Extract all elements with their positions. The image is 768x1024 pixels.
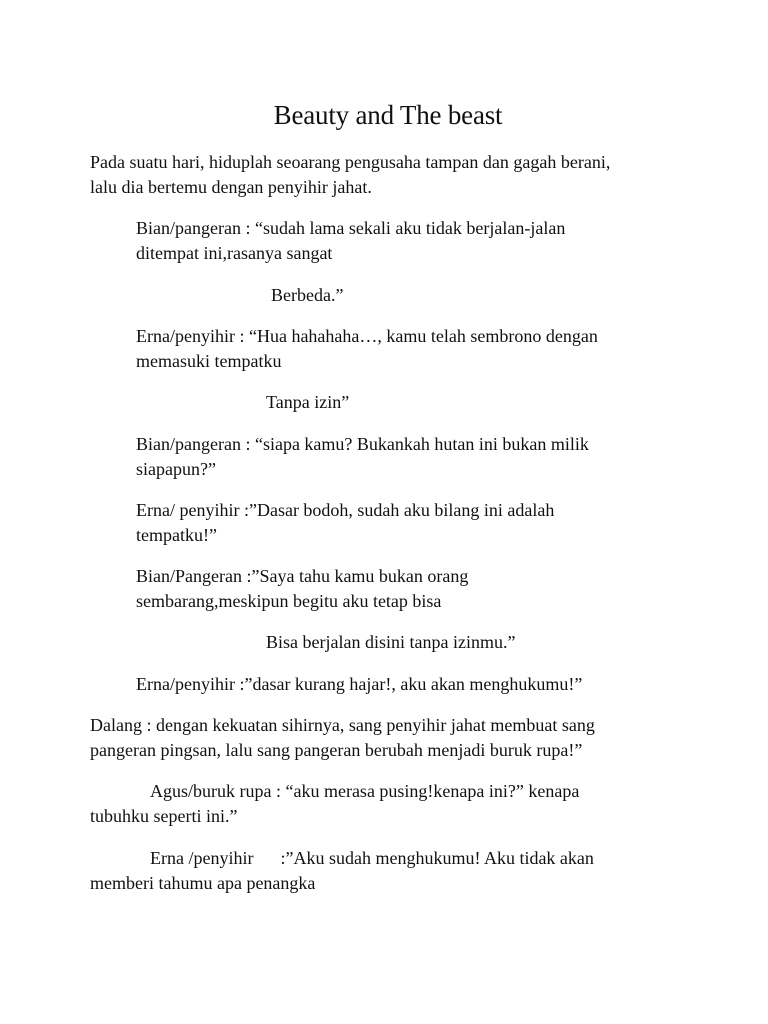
dialogue-line: Bian/pangeran : “sudah lama sekali aku tidak berjalan-jalan — [136, 218, 566, 238]
document-title: Beauty and The beast — [273, 100, 503, 130]
narration-line: pangeran pingsan, lalu sang pangeran berubah menjadi buruk rupa!” — [90, 740, 583, 760]
dialogue-line: Erna/ penyihir :”Dasar bodoh, sudah aku bilang ini adalah — [136, 500, 555, 520]
narration-line: lalu dia bertemu dengan penyihir jahat. — [90, 177, 372, 197]
dialogue-line: tempatku!” — [136, 525, 217, 545]
narration-line: Pada suatu hari, hiduplah seoarang pengusaha tampan dan gagah berani, — [90, 152, 611, 172]
dialogue-line: Erna/penyihir : “Hua hahahaha…, kamu telah sembrono dengan — [136, 326, 598, 346]
dialogue-line: ditempat ini,rasanya sangat — [136, 243, 333, 263]
dialogue-line: memberi tahumu apa penangka — [90, 873, 316, 893]
dialogue-line: memasuki tempatku — [136, 351, 282, 371]
dialogue-line: Erna /penyihir :”Aku sudah menghukumu! Aku tidak akan — [150, 848, 594, 868]
narration-line: Dalang : dengan kekuatan sihirnya, sang penyihir jahat membuat sang — [90, 715, 595, 735]
dialogue-line: Bian/pangeran : “siapa kamu? Bukankah hutan ini bukan milik — [136, 434, 589, 454]
dialogue-line: siapapun?” — [136, 459, 216, 479]
dialogue-line: Bian/Pangeran :”Saya tahu kamu bukan orang — [136, 566, 469, 586]
dialogue-line: sembarang,meskipun begitu aku tetap bisa — [136, 591, 442, 611]
dialogue-line: Erna/penyihir :”dasar kurang hajar!, aku akan menghukumu!” — [136, 674, 583, 694]
dialogue-line: Berbeda.” — [271, 285, 344, 305]
dialogue-line: Bisa berjalan disini tanpa izinmu.” — [266, 632, 516, 652]
dialogue-line: tubuhku seperti ini.” — [90, 806, 238, 826]
dialogue-line: Tanpa izin” — [266, 392, 350, 412]
dialogue-line: Agus/buruk rupa : “aku merasa pusing!kenapa ini?” kenapa — [150, 781, 580, 801]
